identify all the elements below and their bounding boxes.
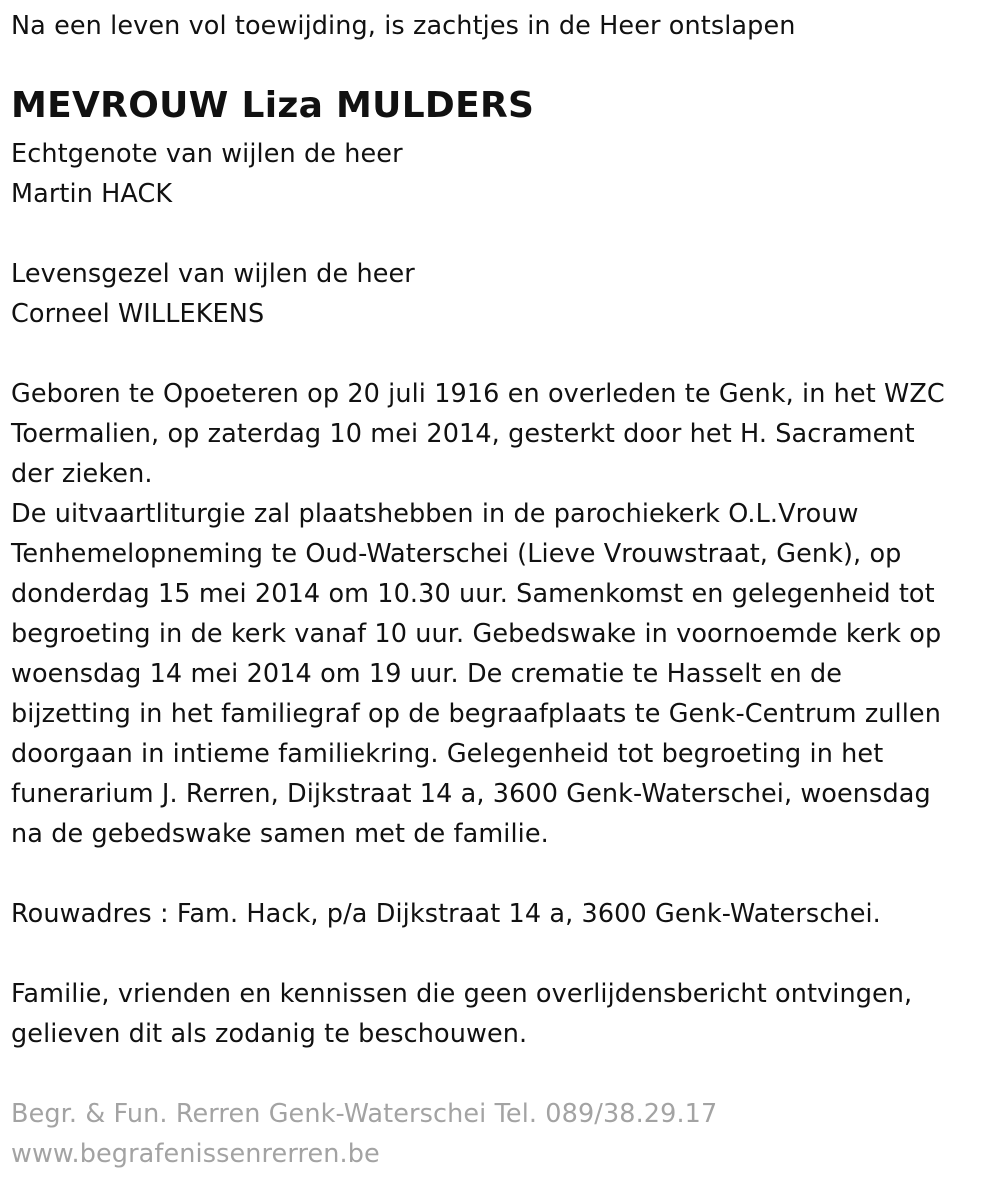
closing-line: gelieven dit als zodanig te beschouwen. <box>11 1019 528 1049</box>
deceased-name: MEVROUW Liza MULDERS <box>11 85 535 126</box>
body-line: De uitvaartliturgie zal plaatshebben in de parochiekerk O.L.Vrouw <box>11 499 859 529</box>
body-line: Toermalien, op zaterdag 10 mei 2014, gesterkt door het H. Sacrament <box>11 419 915 449</box>
body-line: woensdag 14 mei 2014 om 19 uur. De crematie te Hasselt en de <box>11 659 843 689</box>
body-line: doorgaan in intieme familiekring. Gelegenheid tot begroeting in het <box>11 739 884 769</box>
spouse-block <box>11 134 403 214</box>
body-line: bijzetting in het familiegraf op de begraafplaats te Genk-Centrum zullen <box>11 699 941 729</box>
closing-line: Familie, vrienden en kennissen die geen overlijdensbericht ontvingen, <box>11 979 913 1009</box>
funeral-home-website: www.begrafenissenrerren.be <box>11 1139 380 1169</box>
body-line: der zieken. <box>11 459 153 489</box>
body-line: Tenhemelopneming te Oud-Waterschei (Lieve Vrouwstraat, Genk), op <box>11 539 902 569</box>
closing-text <box>11 974 912 1054</box>
body-text <box>11 374 945 854</box>
partner-name: Corneel WILLEKENS <box>11 299 265 329</box>
address-line: Rouwadres : Fam. Hack, p/a Dijkstraat 14 a, 3600 Genk-Waterschei. <box>11 899 881 929</box>
body-line: Geboren te Opoeteren op 20 juli 1916 en overleden te Genk, in het WZC <box>11 379 945 409</box>
partner-block <box>11 254 415 334</box>
body-line: na de gebedswake samen met de familie. <box>11 819 549 849</box>
mourning-address <box>11 894 881 934</box>
body-line: begroeting in de kerk vanaf 10 uur. Gebedswake in voornoemde kerk op <box>11 619 942 649</box>
funeral-home-contact: Begr. & Fun. Rerren Genk-Waterschei Tel. 089/38.29.17 <box>11 1099 718 1129</box>
partner-label: Levensgezel van wijlen de heer <box>11 259 415 289</box>
body-line: funerarium J. Rerren, Dijkstraat 14 a, 3600 Genk-Waterschei, woensdag <box>11 779 931 809</box>
body-line: donderdag 15 mei 2014 om 10.30 uur. Samenkomst en gelegenheid tot <box>11 579 935 609</box>
funeral-home-footer <box>11 1094 717 1174</box>
intro-text: Na een leven vol toewijding, is zachtjes in de Heer ontslapen <box>11 11 796 41</box>
spouse-label: Echtgenote van wijlen de heer <box>11 139 403 169</box>
spouse-name: Martin HACK <box>11 179 173 209</box>
